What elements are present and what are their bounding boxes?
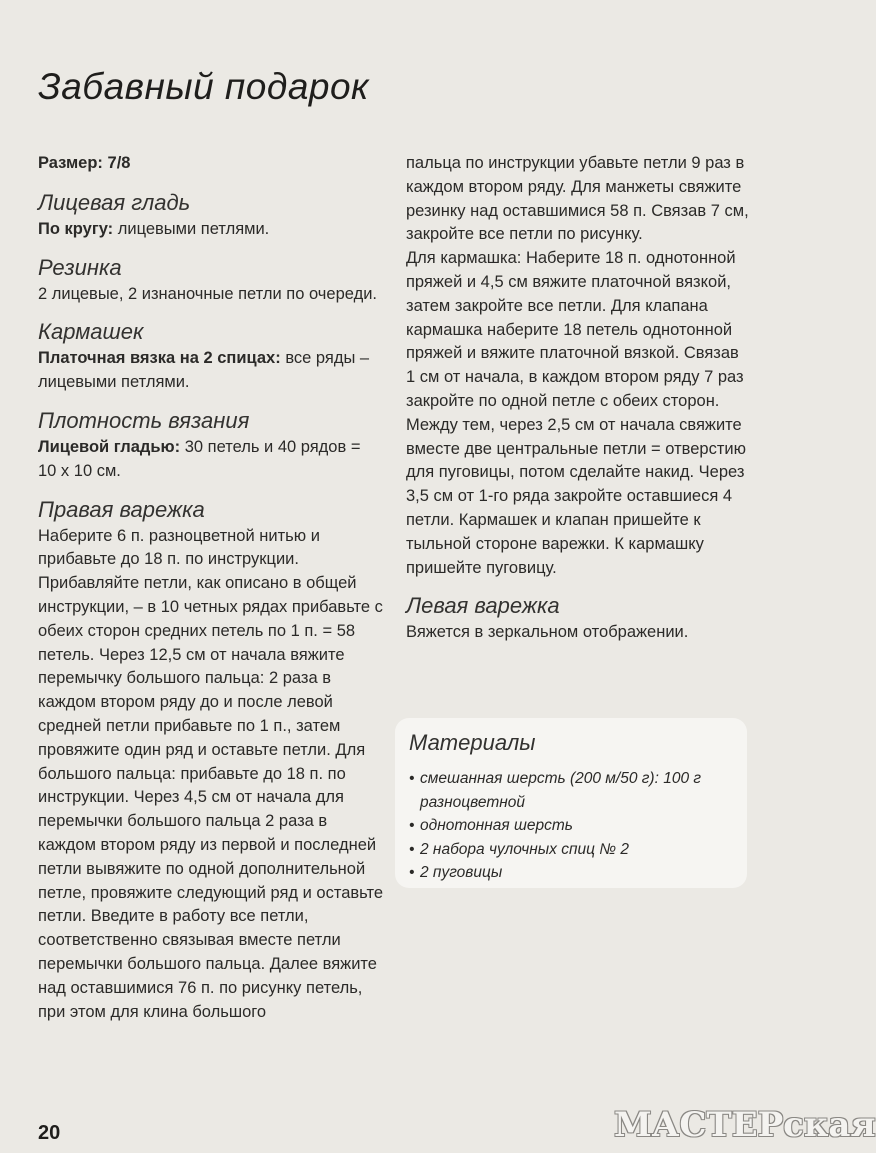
section-heading: Правая варежка	[38, 496, 205, 522]
section-text	[38, 436, 383, 484]
left-mitten-text: Вяжется в зеркальном отображении.	[406, 623, 689, 642]
section-body: 30 петель и 40 рядов = 10 х 10 см.	[38, 437, 361, 480]
section-lead: Платочная вязка на 2 спицах:	[38, 349, 281, 368]
left-mitten-heading: Левая варежка	[406, 593, 560, 619]
page-title: Забавный подарок	[38, 66, 370, 107]
materials-item: • смешанная шерсть (200 м/50 г): 100 г разноцветной	[409, 767, 729, 814]
section-heading: Резинка	[38, 254, 122, 280]
section-right-mitten	[38, 497, 383, 1025]
size-line	[38, 152, 383, 176]
section-heading: Плотность вязания	[38, 407, 250, 433]
pocket-instructions: Для кармашка: Наберите 18 п. однотонной пряжей и 4,5 см вяжите платочной вязкой, затем закройте все петли. Для клапана кармашка наберите 18 петель однотонной пряжей и вяжите платочной вязкой. Связав 1 см от начала, в каждом втором ряду 7 раз закройте по одной петле с обеих сторон. Между тем, через 2,5 см от начала свяжите вместе две центральные петли = отверстию для пуговицы, потом сделайте накид. Через 3,5 см от 1-го ряда закройте оставшиеся 4 петли. Кармашек и клапан пришейте к тыльной стороне варежки. К кармашку пришейте пуговицу.	[406, 249, 746, 577]
section-body: 2 лицевые, 2 изнаночные петли по очереди.	[38, 284, 377, 303]
materials-heading: Материалы	[409, 730, 536, 755]
section-rib	[38, 255, 383, 307]
watermark-logo: МАСТЕРская	[614, 1105, 876, 1145]
section-heading: Кармашек	[38, 319, 144, 345]
size-value: 7/8	[107, 154, 131, 172]
materials-item: • 2 пуговицы	[409, 861, 729, 885]
materials-item: • однотонная шерсть	[409, 814, 729, 838]
section-heading: Лицевая гладь	[38, 189, 191, 215]
section-body: Наберите 6 п. разноцветной нитью и прибавьте до 18 п. по инструкции. Прибавляйте петли, как описано в общей инструкции, – в 10 четных рядах прибавьте с обеих сторон средних петель по 1 п. = 58 петель. Через 12,5 см от начала вяжите перемычку большого пальца: 2 раза в каждом втором ряду до и после левой средней петли прибавьте по 1 п., затем провяжите один ряд и оставьте петли. Для большого пальца: прибавьте до 18 п. по инструкции. Через 4,5 см от начала для перемычки большого пальца 2 раза в каждом втором ряду из первой и последней петли вывяжите по одной дополнительной петле, провяжите следующий ряд и оставьте петли. Введите в работу все петли, соответственно связывая вместе петли перемычки большого пальца. Далее вяжите над оставшимися 76 п. по рисунку петель, при этом для клина большого	[38, 526, 383, 1021]
right-column	[406, 152, 751, 645]
section-pocket	[38, 319, 383, 395]
section-lead: По кругу:	[38, 219, 114, 238]
section-lead: Лицевой гладью:	[38, 437, 181, 456]
section-body: лицевыми петлями.	[117, 219, 270, 238]
materials-list	[409, 767, 729, 885]
section-body: все ряды – лицевыми петлями.	[38, 349, 370, 392]
right-mitten-continuation: пальца по инструкции убавьте петли 9 раз в каждом втором ряду. Для манжеты свяжите резинку над оставшимися 58 п. Связав 7 см, закройте все петли по рисунку.	[406, 154, 749, 244]
materials-item: • 2 набора чулочных спиц № 2	[409, 838, 729, 862]
left-column	[38, 152, 383, 1024]
section-stockinette	[38, 190, 383, 242]
section-text	[38, 347, 383, 395]
materials-box	[395, 718, 747, 888]
size-label: Размер:	[38, 154, 103, 172]
section-text	[38, 218, 383, 242]
section-gauge	[38, 408, 383, 484]
page-number: 20	[38, 1122, 61, 1144]
